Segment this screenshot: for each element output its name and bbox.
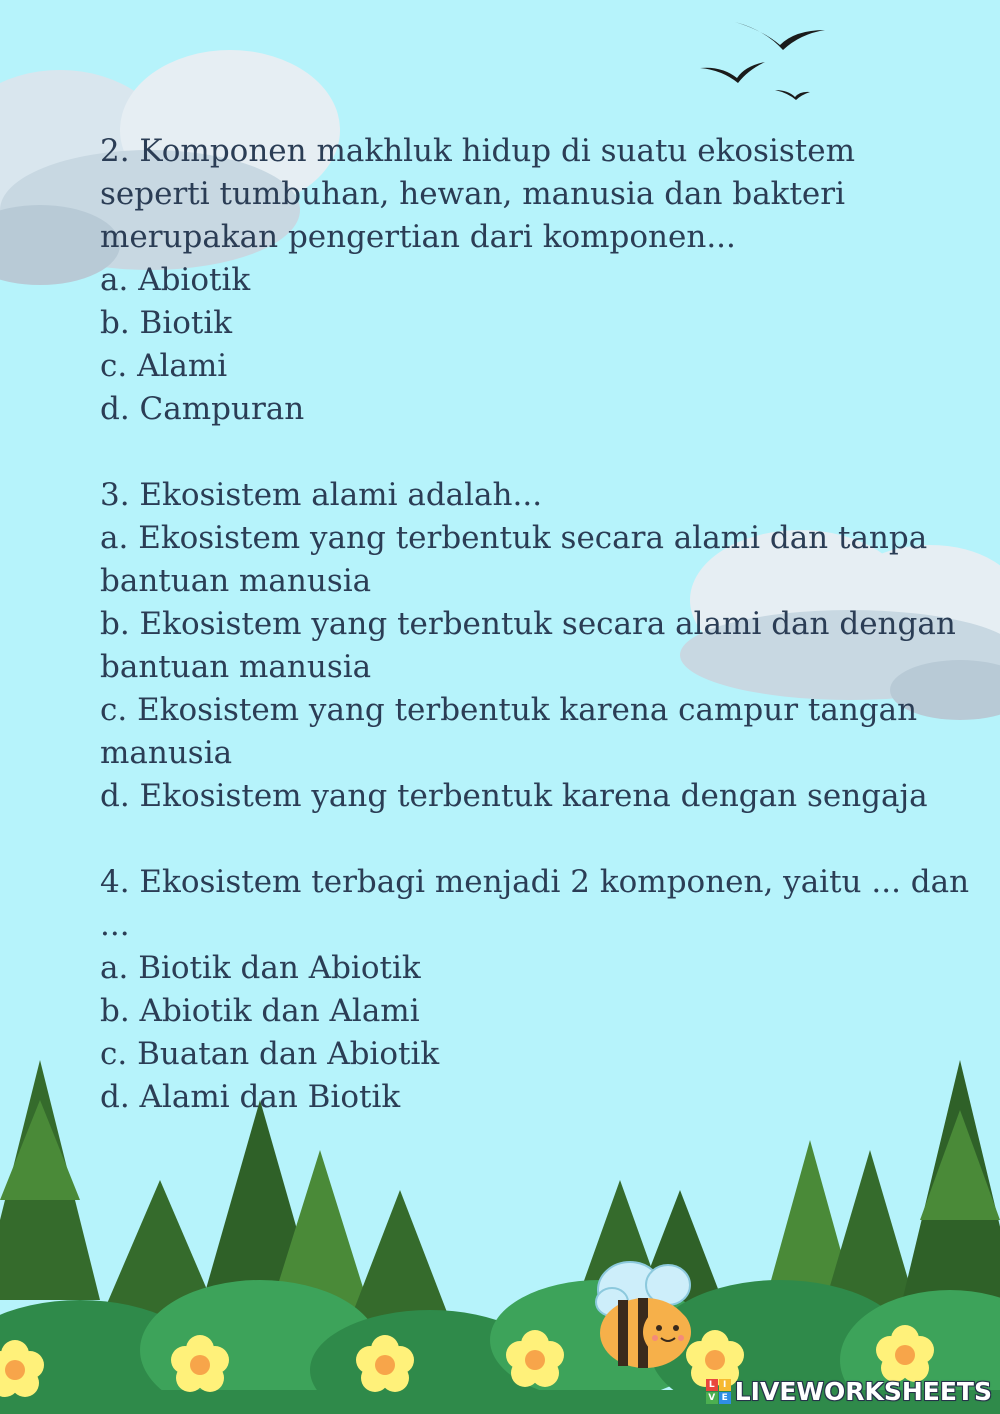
question-text: seperti tumbuhan, hewan, manusia dan bakteri — [100, 176, 845, 212]
question-text: ... — [100, 907, 130, 943]
question-text: 2. Komponen makhluk hidup di suatu ekosistem — [100, 133, 855, 169]
question-4 — [100, 861, 990, 1119]
answer-option: b. Abiotik dan Alami — [100, 993, 420, 1029]
question-2 — [100, 130, 990, 431]
question-text: 4. Ekosistem terbagi menjadi 2 komponen, yaitu ... dan — [100, 864, 970, 900]
answer-option: manusia — [100, 735, 233, 771]
question-text: merupakan pengertian dari komponen... — [100, 219, 736, 255]
bee-icon — [596, 1262, 691, 1368]
answer-option: d. Campuran — [100, 391, 305, 427]
question-3 — [100, 474, 990, 818]
birds-icon — [700, 22, 825, 100]
logo-letter: L — [706, 1379, 718, 1391]
answer-option: c. Ekosistem yang terbentuk karena campur tangan — [100, 692, 918, 728]
logo-letter: E — [719, 1392, 731, 1404]
answer-option: c. Alami — [100, 348, 228, 384]
worksheet-content — [100, 130, 990, 1162]
answer-option: bantuan manusia — [100, 649, 372, 685]
answer-option: b. Biotik — [100, 305, 233, 341]
answer-option: d. Ekosistem yang terbentuk karena dengan sengaja — [100, 778, 928, 814]
answer-option: b. Ekosistem yang terbentuk secara alami dan dengan — [100, 606, 956, 642]
answer-option: bantuan manusia — [100, 563, 372, 599]
liveworksheets-logo-icon — [706, 1379, 731, 1404]
logo-letter: V — [706, 1392, 718, 1404]
question-text: 3. Ekosistem alami adalah... — [100, 477, 543, 513]
answer-option: a. Biotik dan Abiotik — [100, 950, 421, 986]
answer-option: a. Ekosistem yang terbentuk secara alami dan tanpa — [100, 520, 928, 556]
answer-option: a. Abiotik — [100, 262, 251, 298]
brand-text: LIVEWORKSHEETS — [734, 1377, 992, 1406]
liveworksheets-watermark[interactable] — [706, 1377, 992, 1406]
logo-letter: I — [719, 1379, 731, 1391]
answer-option: d. Alami dan Biotik — [100, 1079, 401, 1115]
answer-option: c. Buatan dan Abiotik — [100, 1036, 440, 1072]
